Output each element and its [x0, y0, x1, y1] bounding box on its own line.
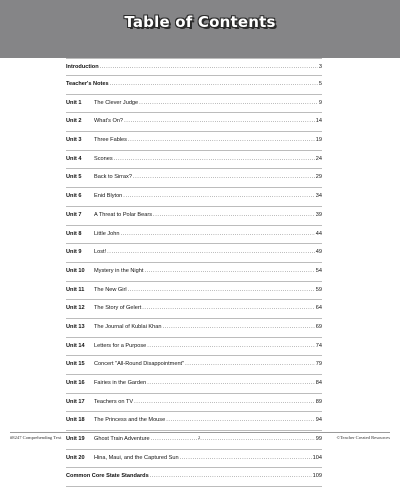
toc-row-unit: [66, 412, 322, 431]
dot-leader: [185, 356, 315, 374]
toc-unit-number: Unit 15: [66, 361, 85, 368]
toc-label: Teacher's Notes: [66, 81, 109, 87]
toc-page-number: 104: [312, 454, 322, 461]
toc-unit-title: Ghost Train Adventure: [94, 436, 150, 443]
toc-unit-title: Fairies in the Garden: [94, 380, 147, 386]
toc-row-unit: [66, 282, 322, 301]
toc-page-number: 64: [315, 305, 322, 312]
toc-row-unit: [66, 394, 322, 413]
toc-unit-title: Mystery in the Night: [94, 267, 144, 274]
toc-unit-title: Concert "All-Round Disappointment": [94, 361, 185, 368]
dot-leader: [144, 263, 314, 281]
toc-unit-number: Unit 14: [66, 342, 85, 349]
toc-page-number: 44: [315, 230, 322, 237]
footer-page-number: 2: [198, 435, 201, 440]
toc-label: Introduction: [66, 64, 99, 70]
toc-label: Common Core State Standards: [66, 473, 149, 480]
toc-page-number: 74: [315, 342, 322, 349]
toc-unit-number: Unit 18: [66, 417, 85, 424]
toc-unit-title: Little John: [94, 230, 120, 237]
toc-unit-title: The Story of Gelert: [94, 305, 142, 312]
toc-unit-title: Teachers on TV: [94, 398, 134, 405]
toc-unit-title: A Threat to Polar Bears: [94, 211, 153, 218]
toc-unit-title: The Clever Judge: [94, 99, 139, 106]
page-title: Table of Contents: [124, 13, 276, 31]
toc-row-unit: [66, 263, 322, 282]
toc-unit-number: Unit 10: [66, 267, 85, 274]
toc-row-unit: [66, 226, 322, 245]
toc-page-number: 14: [315, 118, 322, 125]
toc-unit-number: Unit 12: [66, 305, 85, 312]
toc-row-unit: [66, 319, 322, 338]
toc-unit-number: Unit 1: [66, 99, 82, 106]
toc-page-number: 5: [318, 81, 322, 87]
footer-copyright: ©Teacher Created Resources: [336, 435, 390, 440]
toc-row-unit: [66, 300, 322, 319]
toc-page-number: 109: [312, 473, 322, 480]
toc-row-unit: [66, 375, 322, 394]
toc-page-number: 99: [315, 436, 322, 443]
toc-row-introduction: [66, 59, 322, 76]
dot-leader: [121, 226, 315, 244]
toc-page-number: 89: [315, 398, 322, 405]
dot-leader: [107, 244, 315, 262]
toc-row-unit: [66, 338, 322, 357]
toc-unit-title: Scones: [94, 155, 113, 162]
toc-page-number: 94: [315, 417, 322, 424]
dot-leader: [123, 188, 314, 206]
toc-unit-title: Letters for a Purpose: [94, 342, 147, 349]
toc-unit-title: The New Girl: [94, 286, 127, 293]
toc-row-unit: [66, 188, 322, 207]
toc-unit-title: The Journal of Kublai Khan: [94, 323, 162, 330]
toc-page-number: 54: [315, 267, 322, 274]
toc-unit-number: Unit 5: [66, 174, 82, 181]
toc-page-number: 84: [315, 380, 322, 386]
toc-unit-title: Hina, Maui, and the Captured Sun: [94, 454, 179, 461]
toc-row-teachers-notes: [66, 76, 322, 95]
toc-page-number: 49: [315, 249, 322, 256]
toc-unit-number: Unit 11: [66, 286, 85, 293]
toc-row-unit: [66, 450, 322, 469]
dot-leader: [147, 338, 315, 356]
toc-page-number: 59: [315, 286, 322, 293]
toc-unit-title: Three Fables: [94, 137, 127, 144]
toc-row-unit: [66, 113, 322, 132]
dot-leader: [134, 394, 315, 412]
toc-row-standards: [66, 468, 322, 487]
dot-leader: [128, 282, 315, 300]
toc-row-unit: [66, 151, 322, 170]
dot-leader: [110, 76, 318, 94]
toc-unit-number: Unit 3: [66, 137, 82, 144]
dot-leader: [166, 412, 315, 430]
toc-unit-number: Unit 13: [66, 323, 85, 330]
dot-leader: [128, 132, 315, 150]
toc-row-unit: [66, 95, 322, 114]
dot-leader: [142, 300, 315, 318]
toc-page-number: 24: [315, 155, 322, 162]
dot-leader: [100, 59, 318, 75]
toc-row-unit: [66, 132, 322, 151]
dot-leader: [114, 151, 315, 169]
toc-unit-number: Unit 16: [66, 380, 85, 386]
dot-leader: [162, 319, 314, 337]
toc-row-unit: [66, 356, 322, 375]
toc-unit-number: Unit 19: [66, 436, 85, 443]
dot-leader: [133, 169, 315, 187]
toc-page-number: 3: [318, 64, 322, 70]
dot-leader: [124, 113, 315, 131]
toc-page-number: 29: [315, 174, 322, 181]
toc-page-number: 9: [318, 99, 322, 106]
toc-unit-number: Unit 20: [66, 454, 85, 461]
dot-leader: [139, 95, 318, 113]
toc-page-number: 79: [315, 361, 322, 368]
toc-unit-title: The Princess and the Mouse: [94, 417, 166, 424]
footer-book-id: #8247 Comprehending Text: [10, 435, 62, 440]
toc-unit-number: Unit 17: [66, 398, 85, 405]
toc-unit-title: Lost!: [94, 249, 107, 256]
toc-unit-title: Enid Blyton: [94, 193, 123, 200]
toc-page-number: 19: [315, 137, 322, 144]
toc-page-number: 39: [315, 211, 322, 218]
dot-leader: [150, 468, 312, 486]
dot-leader: [180, 450, 312, 468]
toc-unit-number: Unit 9: [66, 249, 82, 256]
toc-unit-title: Back to Sirrax?: [94, 174, 132, 181]
toc-row-unit: [66, 207, 322, 226]
toc-page-number: 69: [315, 323, 322, 330]
toc-unit-title: What's On?: [94, 118, 124, 125]
dot-leader: [147, 375, 315, 393]
table-of-contents: [66, 58, 322, 487]
toc-unit-number: Unit 2: [66, 118, 82, 125]
dot-leader: [153, 207, 315, 225]
page-footer: [10, 432, 390, 443]
toc-row-unit: [66, 244, 322, 263]
toc-unit-number: Unit 8: [66, 230, 82, 237]
toc-unit-number: Unit 4: [66, 155, 82, 162]
toc-unit-number: Unit 7: [66, 211, 82, 218]
toc-row-unit: [66, 169, 322, 188]
toc-page-number: 34: [315, 193, 322, 200]
toc-unit-number: Unit 6: [66, 193, 82, 200]
